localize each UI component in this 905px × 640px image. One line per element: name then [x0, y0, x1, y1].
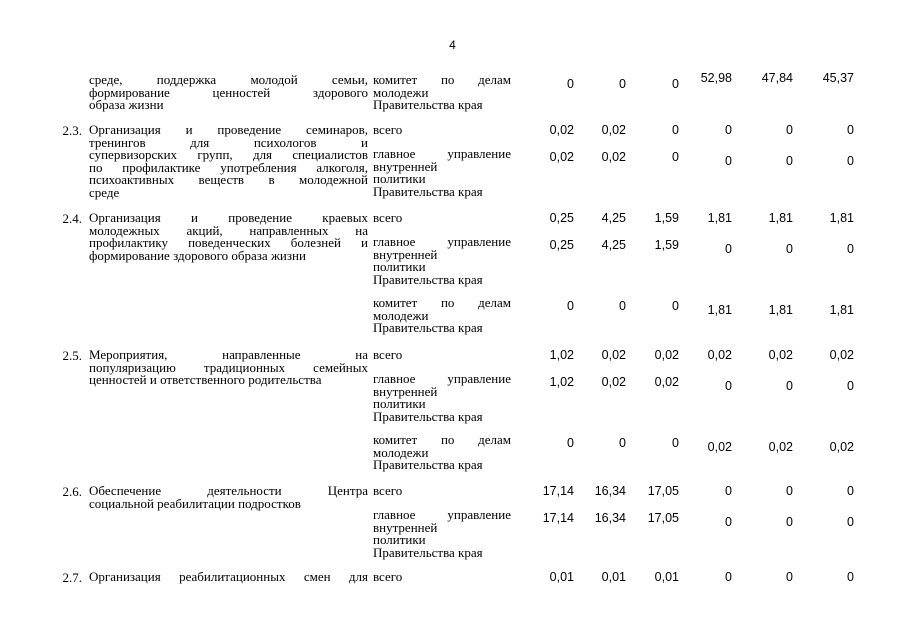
value-cell: 0 [725, 570, 732, 584]
value-cell: 0,02 [601, 123, 626, 137]
executor-line: Правительства края [373, 320, 483, 336]
executor-line: внутренней [373, 519, 438, 535]
value-cell: 0 [725, 379, 732, 393]
executor-line: главное управление [373, 234, 511, 249]
executor-entry [373, 571, 511, 584]
executor-line: всего [373, 347, 403, 362]
value-cell: 0 [619, 77, 626, 91]
executor-line: Правительства края [373, 544, 483, 560]
value-cell: 0,02 [768, 440, 793, 454]
value-cell: 1,81 [768, 303, 793, 317]
value-cell: 0 [725, 154, 732, 168]
description-line: ценностей и ответственного родительства [89, 372, 322, 388]
executor-line: комитет по делам [373, 295, 511, 310]
value-cell: 0 [619, 436, 626, 450]
description-line: Организация и проведение семинаров, [89, 122, 368, 137]
item-number: 2.6. [62, 484, 82, 499]
description-line: по профилактике употребления алкоголя, [89, 159, 368, 175]
value-cell: 4,25 [601, 211, 626, 225]
executor-line: Правительства края [373, 97, 483, 113]
value-cell: 0,02 [549, 150, 574, 164]
executor-entry [373, 236, 511, 286]
value-cell: 0 [786, 242, 793, 256]
value-cell: 1,81 [768, 211, 793, 225]
executor-line: внутренней [373, 383, 438, 399]
description-line: супервизорских групп, для специалистов [89, 147, 368, 163]
value-cell: 52,98 [700, 71, 732, 85]
executor-entry [373, 297, 511, 335]
value-cell: 0,25 [549, 238, 574, 252]
executor-line: политики [373, 532, 426, 548]
executor-entry [373, 148, 511, 198]
value-cell: 0 [672, 436, 679, 450]
value-cell: 0,02 [654, 375, 679, 389]
value-cell: 0 [847, 484, 854, 498]
executor-line: Правительства края [373, 271, 483, 287]
description-line: среде, поддержка молодой семьи, [89, 72, 368, 87]
executor-entry [373, 74, 511, 112]
value-cell: 0 [672, 123, 679, 137]
value-cell: 0 [786, 484, 793, 498]
value-cell: 17,05 [647, 511, 679, 525]
executor-line: внутренней [373, 158, 438, 174]
value-cell: 0 [847, 154, 854, 168]
value-cell: 0,02 [601, 150, 626, 164]
value-cell: 0,02 [707, 440, 732, 454]
value-cell: 0,02 [829, 348, 854, 362]
value-cell: 1,81 [707, 211, 732, 225]
item-description [89, 124, 368, 200]
value-cell: 0,02 [601, 348, 626, 362]
value-cell: 0 [672, 150, 679, 164]
value-cell: 1,81 [829, 303, 854, 317]
executor-line: комитет по делам [373, 72, 511, 87]
executor-line: всего [373, 569, 403, 584]
value-cell: 0,02 [601, 375, 626, 389]
executor-line: всего [373, 122, 403, 137]
value-cell: 1,81 [829, 211, 854, 225]
executor-line: всего [373, 210, 403, 225]
executor-entry [373, 349, 511, 362]
description-line: психоактивных веществ в молодежной [89, 172, 368, 188]
item-description [89, 571, 368, 584]
value-cell: 0,02 [549, 123, 574, 137]
value-cell: 0,02 [654, 348, 679, 362]
description-line: Обеспечение деятельности Центра [89, 483, 368, 498]
value-cell: 16,34 [594, 511, 626, 525]
value-cell: 0 [786, 154, 793, 168]
item-description [89, 349, 368, 387]
value-cell: 0,02 [829, 440, 854, 454]
value-cell: 0 [847, 242, 854, 256]
value-cell: 0,01 [601, 570, 626, 584]
description-line: тренингов для психологов и [89, 134, 368, 150]
value-cell: 0 [725, 242, 732, 256]
item-description [89, 485, 368, 510]
executor-entry [373, 509, 511, 559]
value-cell: 1,02 [549, 375, 574, 389]
executor-entry [373, 124, 511, 137]
value-cell: 47,84 [761, 71, 793, 85]
item-description [89, 74, 368, 112]
description-line: формирование ценностей здорового [89, 84, 368, 100]
description-line: формирование здорового образа жизни [89, 247, 306, 263]
value-cell: 0 [847, 570, 854, 584]
description-line: образа жизни [89, 97, 164, 113]
executor-line: Правительства края [373, 408, 483, 424]
value-cell: 1,81 [707, 303, 732, 317]
executor-entry [373, 485, 511, 498]
executor-line: внутренней [373, 246, 438, 262]
value-cell: 1,59 [654, 211, 679, 225]
value-cell: 0 [786, 515, 793, 529]
description-line: Организация и проведение краевых [89, 210, 368, 225]
description-line: Организация реабилитационных смен для [89, 569, 368, 584]
page-number: 4 [449, 38, 456, 52]
value-cell: 45,37 [822, 71, 854, 85]
value-cell: 0 [847, 379, 854, 393]
value-cell: 1,02 [549, 348, 574, 362]
executor-line: всего [373, 483, 403, 498]
value-cell: 0,01 [654, 570, 679, 584]
value-cell: 0,25 [549, 211, 574, 225]
value-cell: 0,02 [768, 348, 793, 362]
item-number: 2.5. [62, 348, 82, 363]
executor-line: Правительства края [373, 183, 483, 199]
value-cell: 0 [567, 436, 574, 450]
description-line: молодежных акций, направленных на [89, 222, 368, 238]
item-number: 2.4. [62, 211, 82, 226]
value-cell: 17,14 [542, 511, 574, 525]
value-cell: 0 [567, 77, 574, 91]
value-cell: 4,25 [601, 238, 626, 252]
executor-entry [373, 212, 511, 225]
value-cell: 0 [567, 299, 574, 313]
executor-line: молодежи [373, 307, 429, 323]
value-cell: 17,05 [647, 484, 679, 498]
description-line: Мероприятия, направленные на [89, 347, 368, 362]
description-line: социальной реабилитации подростков [89, 495, 301, 511]
executor-line: молодежи [373, 84, 429, 100]
item-description [89, 212, 368, 262]
executor-line: политики [373, 396, 426, 412]
description-line: среде [89, 184, 120, 200]
value-cell: 16,34 [594, 484, 626, 498]
value-cell: 0 [786, 379, 793, 393]
item-number: 2.7. [62, 570, 82, 585]
executor-line: главное управление [373, 507, 511, 522]
executor-line: главное управление [373, 146, 511, 161]
value-cell: 0,02 [707, 348, 732, 362]
executor-line: политики [373, 171, 426, 187]
value-cell: 0 [725, 484, 732, 498]
value-cell: 1,59 [654, 238, 679, 252]
executor-line: Правительства края [373, 457, 483, 473]
value-cell: 0 [786, 123, 793, 137]
value-cell: 0 [619, 299, 626, 313]
executor-line: главное управление [373, 371, 511, 386]
value-cell: 17,14 [542, 484, 574, 498]
value-cell: 0 [725, 515, 732, 529]
executor-entry [373, 434, 511, 472]
description-line: популяризацию традиционных семейных [89, 359, 368, 375]
value-cell: 0 [847, 123, 854, 137]
executor-line: молодежи [373, 444, 429, 460]
executor-line: политики [373, 259, 426, 275]
value-cell: 0 [725, 123, 732, 137]
value-cell: 0 [847, 515, 854, 529]
value-cell: 0,01 [549, 570, 574, 584]
description-line: профилактику поведенческих болезней и [89, 235, 368, 251]
value-cell: 0 [672, 77, 679, 91]
executor-entry [373, 373, 511, 423]
value-cell: 0 [786, 570, 793, 584]
item-number: 2.3. [62, 123, 82, 138]
value-cell: 0 [672, 299, 679, 313]
executor-line: комитет по делам [373, 432, 511, 447]
